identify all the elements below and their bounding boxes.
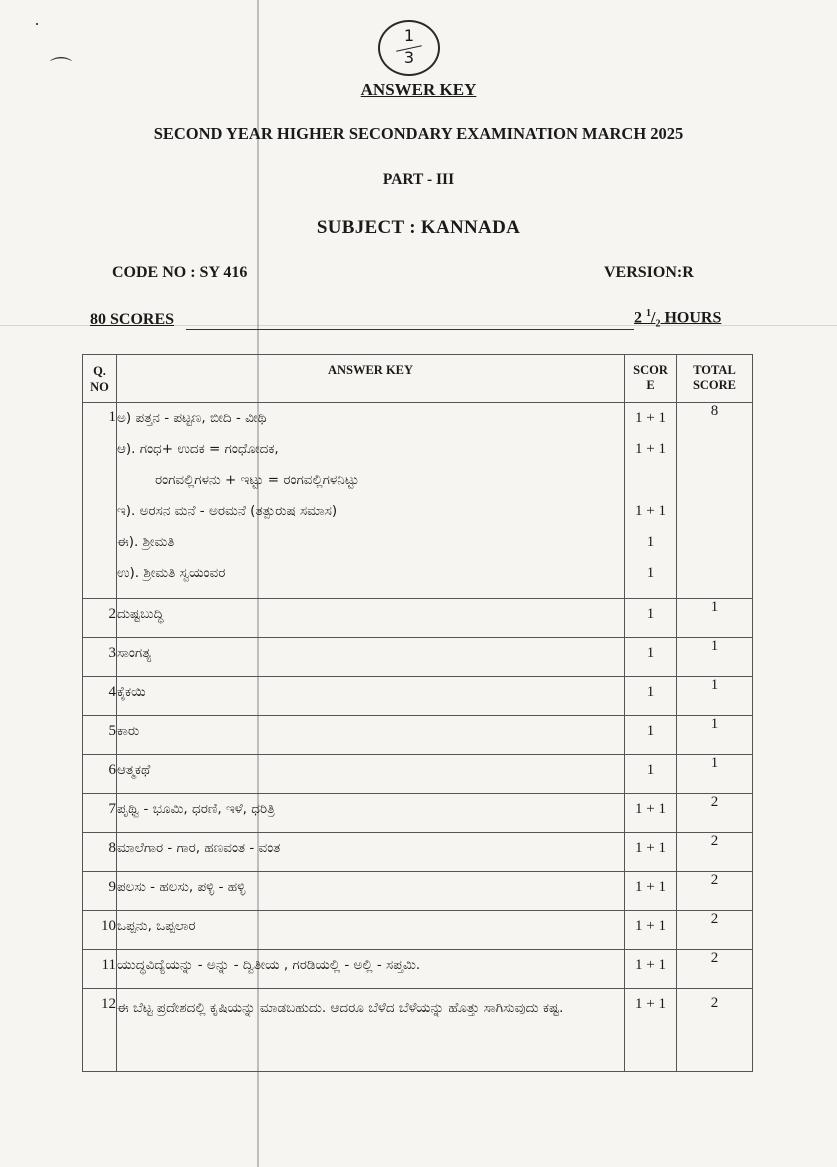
- question-number: 7: [83, 794, 117, 833]
- table-row: [83, 403, 753, 599]
- table-row: [83, 872, 753, 911]
- subject-label: SUBJECT : KANNADA: [316, 217, 521, 238]
- total-score-cell: 8: [677, 403, 753, 599]
- question-number: 2: [83, 599, 117, 638]
- answer-text: ಈ ಬೆಟ್ಟ ಪ್ರದೇಶದಲ್ಲಿ ಕೃಷಿಯನ್ನು ಮಾಡಬಹುದು. ಆದರೂ ಬೆಳೆದ ಬೆಳೆಯನ್ನು ಹೊತ್ತು ಸಾಗಿಸುವುದು ಕಷ್ಟ.: [117, 1000, 564, 1016]
- score-header: SCOR E: [625, 355, 677, 403]
- table-row: [83, 833, 753, 872]
- score-cell: 1 + 1: [625, 872, 677, 911]
- question-number: 4: [83, 677, 117, 716]
- answer-cell: ಸಾಂಗತ್ಯ: [117, 638, 625, 677]
- answer-key-title: ANSWER KEY: [360, 80, 477, 99]
- table-row: [83, 716, 753, 755]
- answer-cell: ಪೃಥ್ವಿ - ಭೂಮಿ, ಧರಣಿ, ಇಳೆ, ಧರಿತ್ರಿ: [117, 794, 625, 833]
- score-value: 1 + 1: [635, 410, 666, 426]
- table-row: [83, 638, 753, 677]
- total-score-header: TOTAL SCORE: [677, 355, 753, 403]
- question-number: 6: [83, 755, 117, 794]
- table-row: [83, 794, 753, 833]
- page-number-top: 1: [403, 26, 415, 45]
- table-row: [83, 989, 753, 1072]
- table-row: [83, 755, 753, 794]
- score-cell: 1 + 1: [625, 833, 677, 872]
- page-number-bottom: 3: [403, 48, 415, 67]
- qno-header-line1: Q.: [93, 364, 106, 378]
- version-label: VERSION:R: [604, 264, 694, 281]
- answer-line: ಉ). ಶ್ರೀಮತಿ ಸ್ವಯಂವರ: [117, 565, 226, 581]
- score-cell: 1 + 1: [625, 794, 677, 833]
- answer-cell: ಕಾರು: [117, 716, 625, 755]
- question-number: 3: [83, 638, 117, 677]
- score-value: 1 + 1: [635, 503, 666, 519]
- answer-key-header: ANSWER KEY: [117, 355, 625, 403]
- score-cell: 1 + 1: [625, 989, 677, 1072]
- answer-cell: [117, 403, 625, 599]
- answer-cell: ಯುದ್ಧವಿದ್ಯೆಯನ್ನು - ಅನ್ನು - ದ್ವಿತೀಯ , ಗರಡಿಯಲ್ಲಿ - ಅಲ್ಲಿ - ಸಪ್ತಮಿ.: [117, 950, 625, 989]
- score-value: 1: [646, 534, 655, 550]
- qno-header: [83, 355, 117, 403]
- total-score-cell: 1: [677, 716, 753, 755]
- question-number: 10: [83, 911, 117, 950]
- ink-speck: ·: [34, 14, 40, 34]
- qno-header-line2: NO: [90, 380, 109, 394]
- score-value: 1: [646, 565, 655, 581]
- answer-cell: ಆತ್ಮಕಥೆ: [117, 755, 625, 794]
- table-header-row: [83, 355, 753, 403]
- ink-speck: ⌒: [50, 56, 73, 81]
- total-score-cell: 1: [677, 599, 753, 638]
- duration-unit: HOURS: [664, 309, 722, 327]
- table-row: [83, 677, 753, 716]
- header-underline: [186, 329, 634, 330]
- total-score-cell: 1: [677, 755, 753, 794]
- max-scores: 80 SCORES: [90, 311, 175, 328]
- total-score-cell: 1: [677, 677, 753, 716]
- answer-line: ಇ). ಅರಸನ ಮನೆ - ಅರಮನೆ (ತತ್ಪುರುಷ ಸಮಾಸ): [117, 503, 338, 519]
- score-value: 1 + 1: [635, 441, 666, 457]
- answer-cell: ಪಲಸು - ಹಲಸು, ಪಳ್ಳಿ - ಹಳ್ಳಿ: [117, 872, 625, 911]
- total-score-cell: 2: [677, 989, 753, 1072]
- question-number: 12: [83, 989, 117, 1072]
- answer-cell: ಕೈಕಯಿ: [117, 677, 625, 716]
- answer-line: ಆ). ಗಂಧ+ ಉದಕ = ಗಂಧೋದಕ,: [117, 441, 279, 457]
- score-cell: [625, 403, 677, 599]
- score-cell: 1: [625, 638, 677, 677]
- score-value: [625, 465, 676, 496]
- table-row: [83, 911, 753, 950]
- exam-title: SECOND YEAR HIGHER SECONDARY EXAMINATION MARCH 2025: [153, 124, 684, 143]
- question-number: 8: [83, 833, 117, 872]
- duration: 2 $^1/_2$ HOURS: [634, 308, 722, 330]
- total-score-cell: 1: [677, 638, 753, 677]
- answer-key-table: [82, 354, 753, 1072]
- total-score-cell: 2: [677, 911, 753, 950]
- score-cell: 1 + 1: [625, 911, 677, 950]
- answer-cell: ದುಷ್ಟಬುದ್ಧಿ: [117, 599, 625, 638]
- total-score-cell: 2: [677, 950, 753, 989]
- handwritten-page-number: [378, 20, 440, 76]
- answer-line: ಅ) ಪತ್ತನ - ಪಟ್ಟಣ, ಬೀದಿ - ವೀಥಿ: [117, 410, 267, 426]
- score-cell: 1: [625, 716, 677, 755]
- score-cell: 1 + 1: [625, 950, 677, 989]
- table-row: [83, 950, 753, 989]
- score-cell: 1: [625, 599, 677, 638]
- question-number: 11: [83, 950, 117, 989]
- code-number: CODE NO : SY 416: [112, 264, 248, 281]
- answer-line: ರಂಗವಲ್ಲಿಗಳನು + ಇಟ್ಟು = ರಂಗವಲ್ಲಿಗಳನಿಟ್ಟು: [155, 472, 359, 488]
- question-number: 5: [83, 716, 117, 755]
- question-number: 9: [83, 872, 117, 911]
- answer-cell: ಮಾಲೆಗಾರ - ಗಾರ, ಹಣವಂತ - ವಂತ: [117, 833, 625, 872]
- score-cell: 1: [625, 677, 677, 716]
- part-label: PART - III: [382, 171, 455, 188]
- answer-cell: [117, 989, 625, 1072]
- duration-numerator: 1: [646, 308, 651, 319]
- score-cell: 1: [625, 755, 677, 794]
- table-row: [83, 599, 753, 638]
- total-score-cell: 2: [677, 833, 753, 872]
- answer-cell: ಒಪ್ಪನು, ಒಪ್ಪಲಾರ: [117, 911, 625, 950]
- answer-line: ಈ). ಶ್ರೀಮತಿ: [117, 534, 175, 550]
- question-number: 1: [83, 403, 117, 599]
- total-score-cell: 2: [677, 794, 753, 833]
- duration-denominator: 2: [655, 318, 661, 330]
- duration-whole: 2: [634, 309, 642, 327]
- total-score-cell: 2: [677, 872, 753, 911]
